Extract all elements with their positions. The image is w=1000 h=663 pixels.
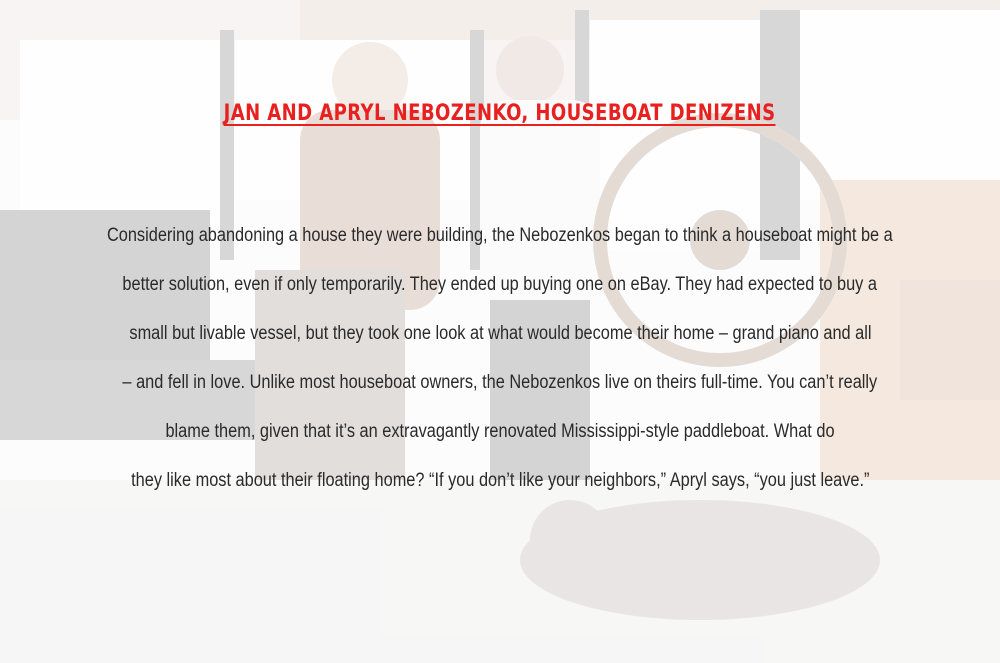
body-line: [0, 459, 1000, 508]
body-line: [0, 214, 1000, 263]
body-line: [0, 312, 1000, 361]
body-line-text: blame them, given that it’s an extravagantly renovated Mississippi-style paddleboat. What do: [165, 421, 835, 442]
body-line-text: small but livable vessel, but they took one look at what would become their home – grand piano and all: [128, 323, 872, 344]
headline-text: JAN AND APRYL NEBOZENKO, HOUSEBOAT DENIZENS: [224, 101, 776, 126]
headline: [0, 101, 1000, 126]
body-line: [0, 263, 1000, 312]
body-line: [0, 361, 1000, 410]
body-line-text: – and fell in love. Unlike most houseboat owners, the Nebozenkos live on theirs full-time. You can’t really: [122, 372, 878, 393]
body-line-text: better solution, even if only temporarily. They ended up buying one on eBay. They had expected to buy a: [122, 274, 878, 295]
body-line-text: they like most about their floating home? “If you don’t like your neighbors,” Apryl says, “you just leave.”: [130, 470, 870, 491]
article-body: [0, 214, 1000, 508]
body-line-text: Considering abandoning a house they were building, the Nebozenkos began to think a houseboat might be a: [107, 225, 893, 246]
body-line: [0, 410, 1000, 459]
